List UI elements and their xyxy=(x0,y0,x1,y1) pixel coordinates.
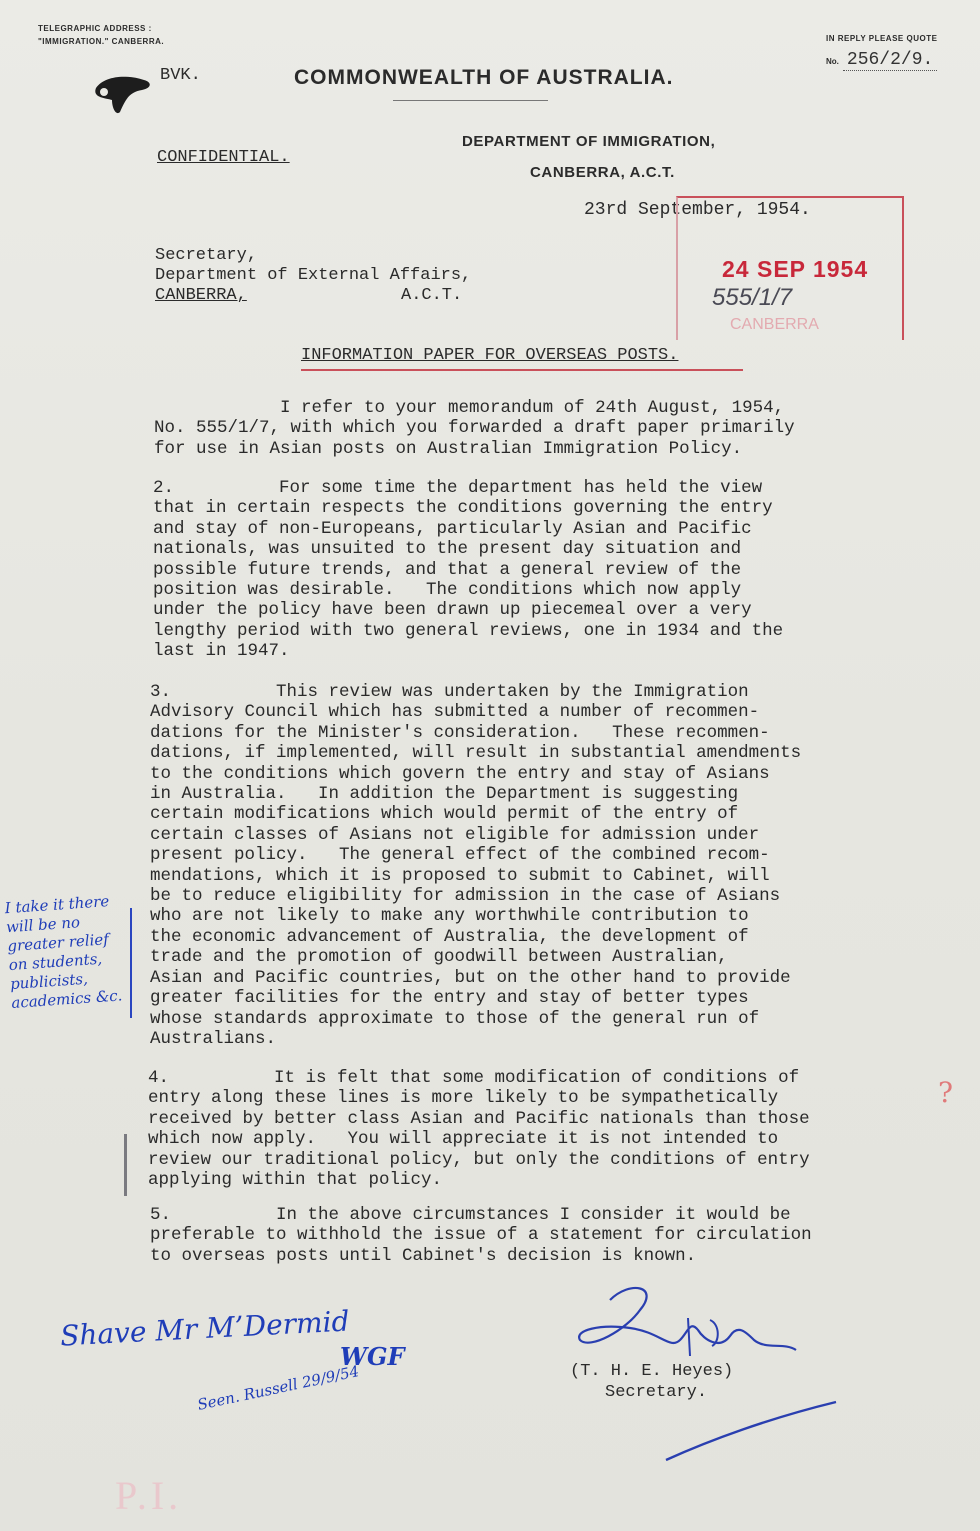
reference-value: 256/2/9. xyxy=(843,50,937,71)
stamp-date: 24 SEP 1954 xyxy=(722,256,869,282)
paragraph-4-margin-bar xyxy=(124,1134,127,1196)
subject-red-underline xyxy=(301,369,743,371)
paragraph-2: 2. For some time the department has held the view that in certain respects the conditions governing the entry and stay of non-Europeans, particularly Asian and Pacific nationals, was unsuited to the present day situation and possible future trends, and that a general review of the position was desirable. The conditions which now apply under the policy have been drawn up piecemeal over a very lengthy period with two general reviews, one in 1934 and the last in 1947. xyxy=(153,478,784,662)
title-divider xyxy=(393,100,548,101)
addressee-line-1: Secretary, xyxy=(155,246,258,265)
letterhead-title: COMMONWEALTH OF AUSTRALIA. xyxy=(294,66,674,89)
telegraphic-value: "IMMIGRATION." CANBERRA. xyxy=(38,37,165,46)
faint-red-mark: P.I. xyxy=(115,1473,183,1518)
minute-initials: WGF xyxy=(340,1342,405,1371)
stamp-place: CANBERRA xyxy=(730,316,819,333)
handwritten-minute: Shave Mr M’Dermid xyxy=(59,1304,351,1353)
margin-question-mark: ? xyxy=(938,1076,954,1109)
addressee-block xyxy=(155,246,471,306)
telegraphic-address xyxy=(38,22,164,48)
handwritten-seen-signature: Seen. Russell 29/9/54 xyxy=(195,1362,361,1414)
addressee-city: CANBERRA, xyxy=(155,286,247,305)
department-location: CANBERRA, A.C.T. xyxy=(530,164,675,181)
reply-label: IN REPLY PLEASE QUOTE xyxy=(826,34,938,43)
department-name: DEPARTMENT OF IMMIGRATION, xyxy=(462,133,716,150)
letter-date: 23rd September, 1954. xyxy=(584,200,811,220)
signatory-title: Secretary. xyxy=(605,1383,708,1402)
pen-stroke-icon xyxy=(660,1398,840,1468)
addressee-line-2: Department of External Affairs, xyxy=(155,266,472,285)
stamp-file-number: 555/1/7 xyxy=(712,284,793,311)
officer-initials: BVK. xyxy=(160,66,201,85)
paragraph-3: 3. This review was undertaken by the Immigration Advisory Council which has submitted a number of recommen- dations for the Minister's consideration. These recommen- dations, if implemented, will result in substantial amendments to the conditions which govern the entry and stay of Asians in Australia. In addition the Department is suggesting certain modifications which would permit of the entry of certain classes of Asians not eligible for admission under present policy. The general effect of the combined recom- mendations, which it is proposed to submit to Cabinet, will be to reduce eligibility for admission in the case of Asians who are not likely to make any worthwhile contribution to the economic advancement of Australia, the development of trade and the promotion of goodwill between Australian, Asian and Pacific countries, but on the other hand to provide greater facilities for the entry and stay of better types whose standards approximate to those of the general run of Australians. xyxy=(150,682,802,1049)
reference-number xyxy=(826,50,937,71)
paragraph-5: 5. In the above circumstances I consider it would be preferable to withhold the issue of a statement for circulation to overseas posts until Cabinet's decision is known. xyxy=(150,1205,812,1266)
signatory-name: (T. H. E. Heyes) xyxy=(570,1362,734,1381)
paragraph-1: I refer to your memorandum of 24th August, 1954, No. 555/1/7, with which you forwarded a draft paper primarily for use in Asian posts on Australian Immigration Policy. xyxy=(154,398,795,459)
addressee-territory: A.C.T. xyxy=(401,286,463,305)
paragraph-4: 4. It is felt that some modification of conditions of entry along these lines is more likely to be sympathetically received by better class Asian and Pacific nationals than those which now apply. You will appreciate it is not intended to review our traditional policy, but only the conditions of entry applying within that policy. xyxy=(148,1068,810,1191)
subject-heading: INFORMATION PAPER FOR OVERSEAS POSTS. xyxy=(301,346,679,365)
no-label: No. xyxy=(826,57,839,66)
addressee-line-3 xyxy=(155,286,471,306)
margin-note-bracket xyxy=(130,908,132,1018)
ink-blot-icon xyxy=(86,68,156,118)
classification-label: CONFIDENTIAL. xyxy=(157,148,290,167)
handwritten-margin-note: I take it there will be no greater relief on students, publicists, academics &c. xyxy=(4,892,123,1013)
telegraphic-label: TELEGRAPHIC ADDRESS : xyxy=(38,24,152,33)
